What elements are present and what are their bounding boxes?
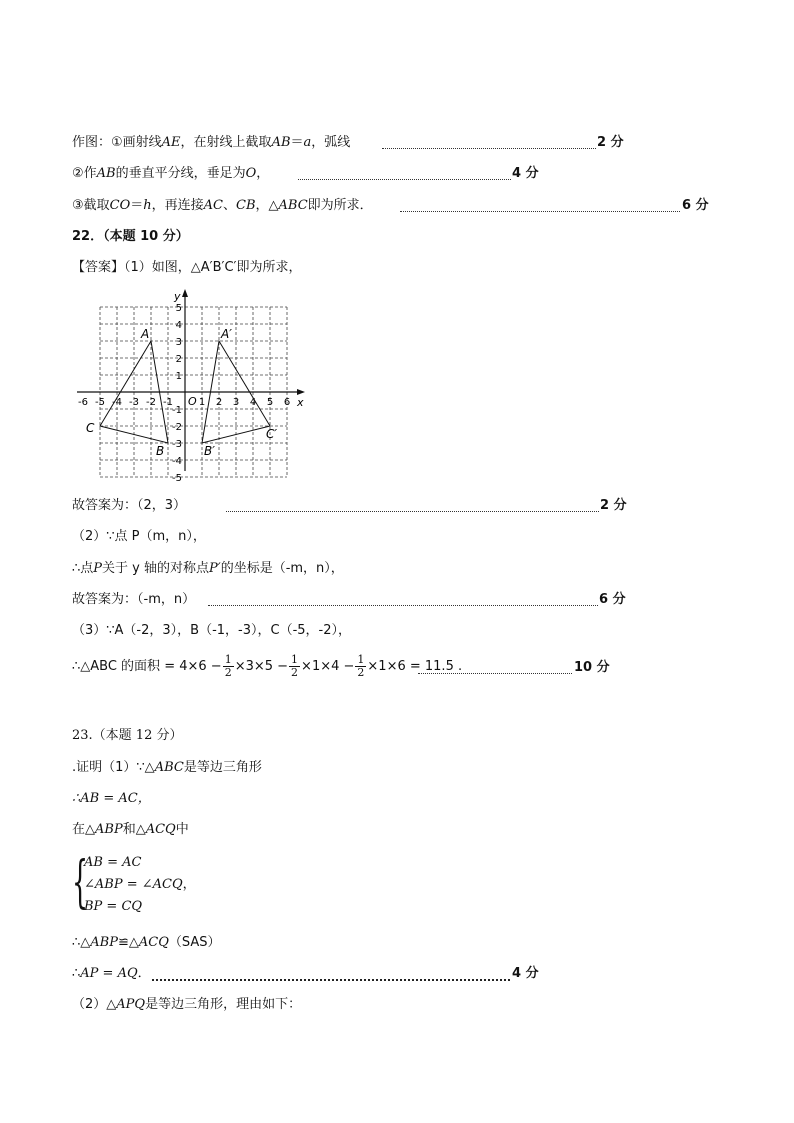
leader-dots <box>152 979 510 981</box>
leader-dots <box>298 179 511 180</box>
text: 是等边三角形，理由如下： <box>145 997 302 1012</box>
construction-step-3 <box>72 197 373 215</box>
x-tick-label: -1 <box>163 397 173 408</box>
y-tick-label: 3 <box>175 337 182 348</box>
text: 和△ <box>122 822 146 837</box>
text: .证明（1）∵△ <box>72 760 155 775</box>
text: 即为所求． <box>307 198 373 213</box>
construction-step-1 <box>72 134 350 152</box>
text: ∴△ABC 的面积 = 4×6 − <box>72 659 222 674</box>
math-var: CB <box>236 198 256 213</box>
math-var: AB <box>96 166 116 181</box>
coordinate-graph <box>72 282 322 488</box>
math-var: AE <box>161 135 181 150</box>
math-var: AC <box>203 198 224 213</box>
leader-dots <box>400 211 680 212</box>
text: ×3×5 − <box>234 659 289 674</box>
origin-label: O <box>188 395 197 408</box>
score: 2 分 <box>600 498 627 513</box>
x-tick-label: 4 <box>249 397 257 408</box>
math-var: AP = AQ <box>80 966 138 981</box>
text: ，△ <box>255 198 279 213</box>
system-line-2: ∠ABP = ∠ACQ， <box>84 877 196 892</box>
math-var: APQ <box>116 997 146 1012</box>
leader-dots <box>418 673 572 674</box>
text: 作图：①画射线 <box>72 135 162 150</box>
brace-symbol: { <box>72 850 89 915</box>
y-axis-arrow <box>182 289 188 297</box>
q23-part2 <box>72 996 301 1014</box>
y-tick-label: 2 <box>175 354 182 365</box>
y-axis-label: y <box>174 290 181 303</box>
math-var: ABP <box>95 822 123 837</box>
math-var: AB <box>271 135 291 150</box>
math-var: ACQ <box>145 822 176 837</box>
x-axis-label: x <box>297 396 304 409</box>
x-tick-label: -3 <box>129 397 139 408</box>
construction-step-2 <box>72 165 269 183</box>
point-label-a: A <box>141 327 150 341</box>
text: ≌△ <box>117 935 139 950</box>
score: 4 分 <box>512 966 539 981</box>
math-var: ABC <box>154 760 184 775</box>
x-tick-label: 3 <box>232 397 240 408</box>
x-tick-label: -6 <box>78 397 88 408</box>
q23-ap-aq <box>72 965 151 983</box>
math-var: a <box>303 135 312 150</box>
text: ＝ <box>290 135 304 150</box>
fraction: $\frac{1}{2}$ <box>291 653 299 679</box>
text: ×1×6 = 11.5 . <box>367 659 463 674</box>
y-tick-label: -1 <box>172 405 182 416</box>
text: ，弧线 <box>311 135 351 150</box>
y-tick-label: -3 <box>172 439 182 450</box>
math-var: CO <box>109 198 131 213</box>
math-var: P <box>93 561 103 576</box>
q22-answer-1: 故答案为：（2，3） <box>72 498 187 513</box>
leader-dots <box>226 511 599 512</box>
score: 2 分 <box>597 135 624 150</box>
q22-answer-intro: 【答案】（1）如图，△A′B′C′即为所求， <box>72 260 302 275</box>
y-tick-label: -4 <box>172 456 182 467</box>
math-var: ABP <box>90 935 118 950</box>
x-tick-label: 2 <box>215 397 223 408</box>
score: 6 分 <box>682 198 709 213</box>
q22-answer-2: 故答案为：（-m，n） <box>72 592 196 607</box>
q23-heading: 23.（本题 12 分） <box>72 728 183 743</box>
text: ×1×4 − <box>301 659 355 674</box>
x-tick-label: 1 <box>198 397 206 408</box>
fraction: $\frac{1}{2}$ <box>357 653 365 679</box>
y-tick-label: 4 <box>175 320 182 331</box>
fraction: $\frac{1}{2}$ <box>224 653 232 679</box>
text: ＝ <box>130 198 144 213</box>
text: ∴点 <box>72 561 94 576</box>
q23-congruence <box>72 934 221 952</box>
leader-dots <box>208 605 598 606</box>
text: ，在射线上截取 <box>180 135 272 150</box>
math-var: ABC <box>278 198 308 213</box>
text: 的坐标是（-m，n）， <box>220 561 344 576</box>
q22-part2-line2 <box>72 560 344 578</box>
math-var: O <box>245 166 257 181</box>
text: ． <box>137 966 151 981</box>
x-tick-label: -5 <box>95 397 105 408</box>
text: （SAS） <box>168 935 221 950</box>
q22-part2-line1: （2）∵点 P（m，n）， <box>72 529 206 544</box>
q23-proof-line1 <box>72 759 262 777</box>
math-var: h <box>143 198 152 213</box>
q22-heading: 22．（本题 10 分） <box>72 229 189 244</box>
text: ③截取 <box>72 198 110 213</box>
math-var: ACQ <box>138 935 169 950</box>
text: ②作 <box>72 166 97 181</box>
x-tick-label: -4 <box>112 397 122 408</box>
text: ∴△ <box>72 935 91 950</box>
system-line-1: AB = AC <box>84 855 142 870</box>
point-label-b1: B′ <box>204 444 215 458</box>
point-label-a1: A′ <box>221 327 232 341</box>
q23-proof-line2: ∴AB = AC， <box>72 791 151 806</box>
system-line-3: BP = CQ <box>84 899 143 914</box>
x-tick-label: 6 <box>283 397 291 408</box>
axes <box>77 289 305 471</box>
y-tick-label: 5 <box>175 303 182 314</box>
score: 6 分 <box>599 592 626 607</box>
q22-area-formula <box>72 652 462 682</box>
text: 关于 y 轴的对称点 <box>102 561 209 576</box>
x-tick-label: -2 <box>146 397 156 408</box>
text: 、 <box>223 198 237 213</box>
x-axis-arrow <box>297 389 305 395</box>
score: 4 分 <box>512 166 539 181</box>
y-tick-label: -5 <box>172 473 182 484</box>
q22-part3-line1: （3）∵A（-2，3），B（-1，-3），C（-5，-2）， <box>72 623 352 638</box>
text: （2）△ <box>72 997 117 1012</box>
text: 中 <box>175 822 189 837</box>
point-label-b: B <box>156 444 165 458</box>
score: 10 分 <box>574 660 610 675</box>
point-label-c: C <box>86 421 95 435</box>
text: ，再连接 <box>151 198 204 213</box>
leader-dots <box>382 148 596 149</box>
y-tick-label: -2 <box>172 422 182 433</box>
text: 的垂直平分线，垂足为 <box>115 166 246 181</box>
text: 是等边三角形 <box>183 760 262 775</box>
x-tick-label: 5 <box>266 397 274 408</box>
q23-proof-line3 <box>72 821 189 839</box>
point-label-c1: C′ <box>266 427 278 441</box>
text: 在△ <box>72 822 95 837</box>
y-tick-label: 1 <box>175 371 182 382</box>
text: ∴ <box>72 966 81 981</box>
math-var: P′ <box>209 561 221 576</box>
text: ， <box>256 166 270 181</box>
